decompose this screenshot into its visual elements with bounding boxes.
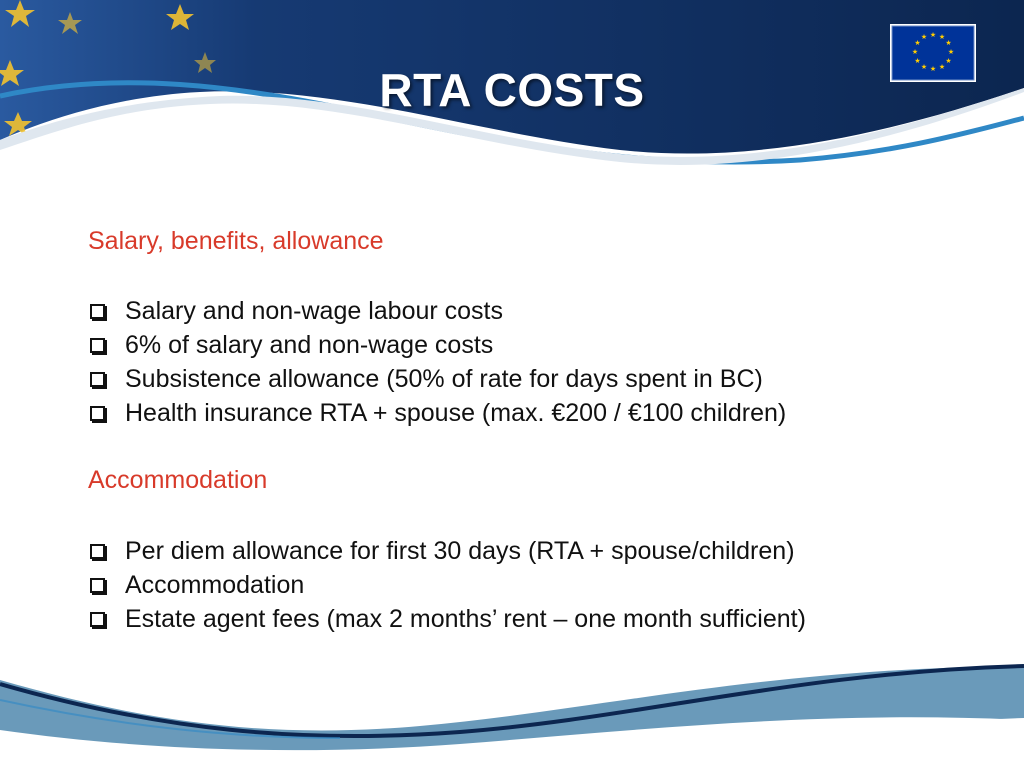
section-heading-salary: Salary, benefits, allowance xyxy=(88,227,384,255)
list-item-text: 6% of salary and non-wage costs xyxy=(125,330,494,359)
svg-text:★: ★ xyxy=(914,57,921,65)
svg-text:★: ★ xyxy=(920,33,928,41)
list-item xyxy=(88,602,806,636)
svg-text:★: ★ xyxy=(929,65,937,73)
checkbox-icon xyxy=(90,578,105,593)
slide-title: RTA COSTS xyxy=(379,64,645,116)
bullet-list-accommodation xyxy=(88,534,806,636)
section-heading-accommodation: Accommodation xyxy=(88,466,268,494)
list-item xyxy=(88,534,806,568)
svg-text:★: ★ xyxy=(920,63,928,71)
list-item xyxy=(88,568,806,602)
list-item-text: Per diem allowance for first 30 days (RTA + spouse/children) xyxy=(125,536,795,565)
checkbox-icon xyxy=(90,338,105,353)
list-item-text: Subsistence allowance (50% of rate for days spent in BC) xyxy=(125,364,763,393)
list-item-text: Health insurance RTA + spouse (max. €200 / €100 children) xyxy=(125,398,787,427)
svg-text:★: ★ xyxy=(911,48,919,56)
svg-text:★: ★ xyxy=(938,63,946,71)
checkbox-icon xyxy=(90,372,105,387)
checkbox-icon xyxy=(90,406,105,421)
checkbox-icon xyxy=(90,612,105,627)
list-item-text: Estate agent fees (max 2 months’ rent – one month sufficient) xyxy=(125,604,806,633)
svg-text:★: ★ xyxy=(914,39,921,47)
svg-text:★: ★ xyxy=(945,57,952,65)
svg-text:★: ★ xyxy=(929,31,937,39)
footer-wave xyxy=(0,640,1024,768)
list-item xyxy=(88,396,786,430)
list-item xyxy=(88,328,786,362)
svg-text:★: ★ xyxy=(938,33,946,41)
list-item xyxy=(88,294,786,328)
svg-text:★: ★ xyxy=(947,48,955,56)
svg-text:★: ★ xyxy=(945,39,952,47)
list-item-text: Salary and non-wage labour costs xyxy=(125,296,504,325)
bullet-list-salary xyxy=(88,294,786,430)
checkbox-icon xyxy=(90,544,105,559)
list-item xyxy=(88,362,786,396)
checkbox-icon xyxy=(90,304,105,319)
list-item-text: Accommodation xyxy=(125,570,305,599)
